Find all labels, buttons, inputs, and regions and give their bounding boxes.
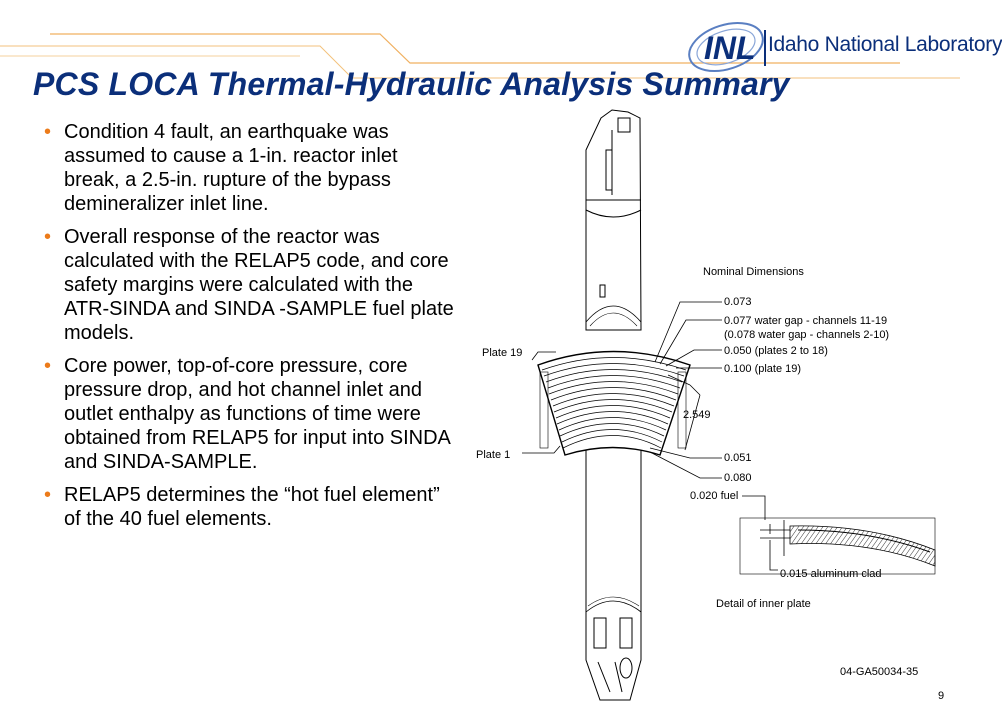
fuel-plate-assembly: [538, 352, 690, 456]
bullet-text: Overall response of the reactor was calculated with the RELAP5 code, and core safety margins were calculated with the ATR-SINDA and SINDA -SAMPLE fuel plate models.: [64, 226, 454, 344]
bullet-text: Core power, top-of-core pressure, core pressure drop, and hot channel inlet and outlet enthalpy as functions of time were obtained from RELAP5 for input into SINDA and SINDA-SAMPLE.: [64, 355, 450, 473]
plate-19-label: Plate 19: [482, 347, 523, 359]
detail-label: Detail of inner plate: [716, 598, 811, 610]
dim-label: 0.051: [724, 452, 752, 464]
figure-id: 04-GA50034-35: [840, 666, 919, 678]
logo-mark: INL: [704, 30, 756, 66]
dim-label: (0.078 water gap - channels 2-10): [724, 329, 890, 341]
bullet-item: [44, 225, 454, 345]
dim-label: 0.020 fuel: [690, 490, 739, 502]
fuel-element-diagram: [465, 105, 960, 705]
bullet-dot-icon: •: [44, 226, 52, 248]
dim-label: 0.077 water gap - channels 11-19: [724, 315, 888, 327]
bullet-text: RELAP5 determines the “hot fuel element” of the 40 fuel elements.: [64, 484, 440, 530]
bullet-text: Condition 4 fault, an earthquake was assumed to cause a 1-in. reactor inlet break, a 2.5-in. rupture of the bypass demineralizer inlet line.: [64, 121, 398, 215]
dim-label: 2.549: [683, 409, 711, 421]
bullet-dot-icon: •: [44, 121, 52, 143]
dim-label: 0.080: [724, 472, 752, 484]
bullet-item: [44, 354, 454, 474]
lower-end-box: [586, 450, 641, 700]
bullet-dot-icon: •: [44, 355, 52, 377]
logo-text: Idaho National Laboratory: [768, 33, 1002, 56]
dim-label: 0.100 (plate 19): [724, 363, 802, 375]
page-number: 9: [938, 690, 945, 702]
plate-1-label: Plate 1: [476, 449, 511, 461]
nominal-dimensions-label: Nominal Dimensions: [703, 266, 804, 278]
bullet-dot-icon: •: [44, 484, 52, 506]
inner-plate-detail: [740, 518, 935, 574]
upper-end-box: [586, 110, 641, 330]
bullet-list: [44, 120, 454, 540]
dim-label: 0.073: [724, 296, 752, 308]
bullet-item: [44, 120, 454, 216]
slide-title: PCS LOCA Thermal-Hydraulic Analysis Summary: [33, 66, 790, 102]
bullet-item: [44, 483, 454, 531]
dim-label: 0.015 aluminum clad: [780, 568, 882, 580]
dim-label: 0.050 (plates 2 to 18): [724, 345, 828, 357]
